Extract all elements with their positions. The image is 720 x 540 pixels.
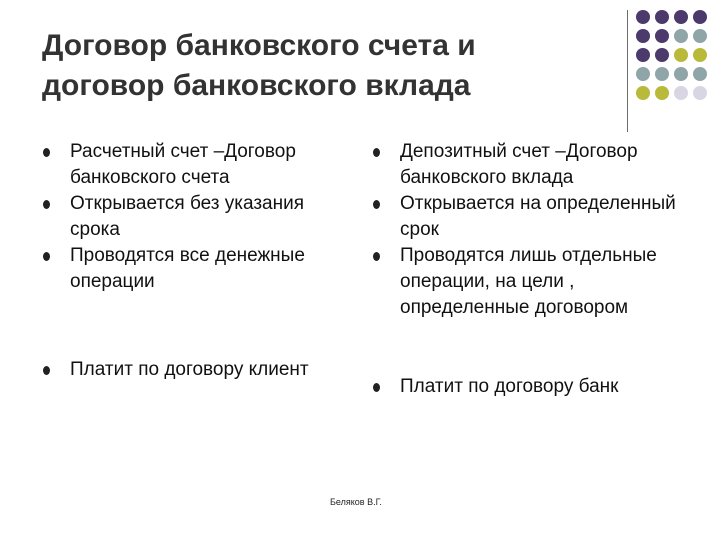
list-item [40,357,350,383]
bullet-icon [373,383,380,392]
list-item-text: Открывается на определенный срок [400,193,676,240]
list-item-text: Проводятся лишь отдельные операции, на цели , определенные договором [400,245,657,318]
bullet-icon [43,200,50,209]
decorative-dot [674,29,688,43]
list-item [370,191,680,243]
list-item-text: Депозитный счет –Договор банковского вклада [400,141,638,188]
slide-title [42,26,602,106]
decorative-dot [655,86,669,100]
bullet-icon [373,148,380,157]
decorative-dot [655,48,669,62]
decorative-dot [636,86,650,100]
bullet-icon [373,200,380,209]
list-item [40,191,350,243]
decorative-dot [655,10,669,24]
decorative-dot [693,67,707,81]
author-footer: Беляков В.Г. [330,497,382,507]
list-item [370,243,680,321]
list-item [40,243,350,295]
list-item [370,139,680,191]
decorative-dot [655,67,669,81]
title-line-2: договор банковского вклада [42,69,471,102]
decorative-dot [693,48,707,62]
list-item-text: Платит по договору клиент [70,359,309,380]
bullet-icon [43,366,50,375]
decorative-dot [655,29,669,43]
left-column [40,139,350,295]
decorative-dot [693,29,707,43]
title-line-1: Договор банковского счета и [42,29,476,62]
bullet-icon [373,252,380,261]
decorative-dot [636,67,650,81]
decorative-dot [636,48,650,62]
left-column-last [40,357,350,383]
list-item-text: Платит по договору банк [400,376,619,397]
decorative-dot [674,10,688,24]
decorative-divider [627,10,628,132]
right-column [370,139,680,321]
list-item-text: Расчетный счет –Договор банковского счета [70,141,296,188]
right-column-last [370,374,680,400]
list-item [370,374,680,400]
decorative-dot [674,86,688,100]
decorative-dot [636,29,650,43]
decorative-dot [674,67,688,81]
list-item-text: Проводятся все денежные операции [70,245,305,292]
list-item [40,139,350,191]
decorative-dot [636,10,650,24]
bullet-icon [43,252,50,261]
bullet-icon [43,148,50,157]
decorative-dot [674,48,688,62]
decorative-dot [693,86,707,100]
list-item-text: Открывается без указания срока [70,193,305,240]
decorative-dot [693,10,707,24]
